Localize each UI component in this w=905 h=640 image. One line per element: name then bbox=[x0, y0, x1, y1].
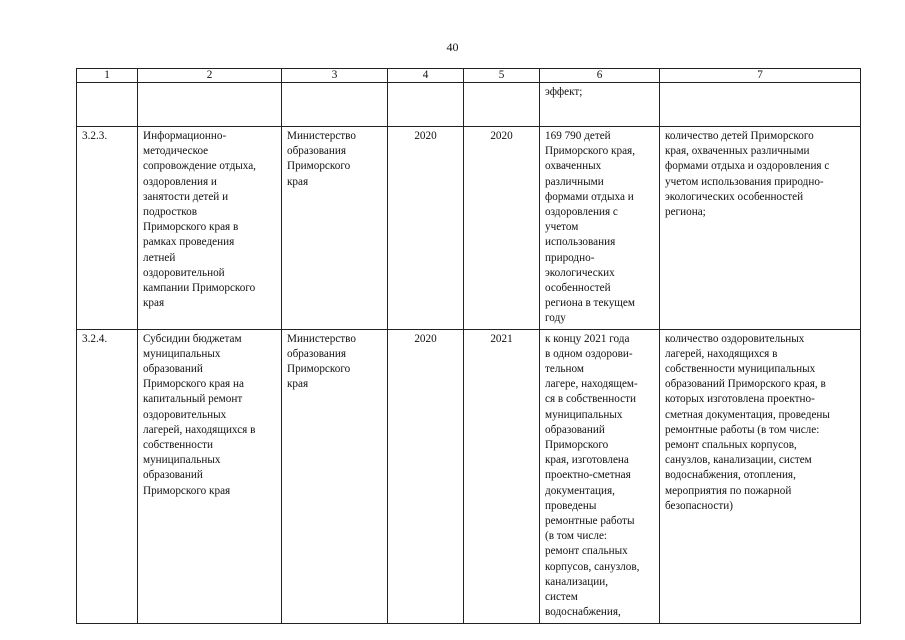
expected-result bbox=[540, 83, 660, 127]
responsible-executor bbox=[282, 127, 388, 330]
column-number-1: 1 bbox=[77, 69, 138, 83]
page-number: 40 bbox=[446, 40, 459, 54]
indicator bbox=[660, 329, 861, 623]
expected-result-text: к концу 2021 года в одном оздорови- тельном лагере, находящем- ся в собственности муниципальных образований Приморского края, изготовлена проектно-сметная документация, проведены ремонтные работы (в том числе: ремонт спальных корпусов, санузлов, канализации, систем водоснабжения, bbox=[545, 332, 640, 619]
start-year: 2020 bbox=[388, 127, 464, 330]
activity-name-text: Информационно- методическое сопровождение отдыха, оздоровления и занятости детей и подростков Приморского края в рамках проведения летней оздоровительной кампании Приморского края bbox=[143, 130, 256, 310]
responsible-executor bbox=[282, 83, 388, 127]
responsible-executor bbox=[282, 329, 388, 623]
row-number: 3.2.4. bbox=[77, 329, 138, 623]
activity-name bbox=[138, 329, 282, 623]
expected-result bbox=[540, 329, 660, 623]
column-number-4: 4 bbox=[388, 69, 464, 83]
table-row bbox=[77, 329, 861, 623]
column-number-7: 7 bbox=[660, 69, 861, 83]
end-year bbox=[464, 83, 540, 127]
column-number-6: 6 bbox=[540, 69, 660, 83]
indicator bbox=[660, 127, 861, 330]
expected-result bbox=[540, 127, 660, 330]
indicator bbox=[660, 83, 861, 127]
end-year: 2020 bbox=[464, 127, 540, 330]
activity-name bbox=[138, 83, 282, 127]
table-row bbox=[77, 83, 861, 127]
table-header-row bbox=[77, 69, 861, 83]
table-row bbox=[77, 127, 861, 330]
row-number: 3.2.3. bbox=[77, 127, 138, 330]
start-year bbox=[388, 83, 464, 127]
responsible-executor-text: Министерство образования Приморского края bbox=[287, 332, 356, 391]
expected-result-text: 169 790 детей Приморского края, охваченных различными формами отдыха и оздоровления с учетом использования природно- экологических особенностей региона в текущем году bbox=[545, 130, 635, 325]
indicator-text: количество оздоровительных лагерей, находящихся в собственности муниципальных образований Приморского края, в которых изготовлена проектно- сметная документация, проведены ремонтные работы (в том числе: ремонт спальных корпусов, санузлов, канализации, систем водоснабжения, отопления, мероприятия по пожарной безопасности) bbox=[665, 332, 830, 512]
start-year: 2020 bbox=[388, 329, 464, 623]
program-activities-table bbox=[76, 68, 861, 624]
column-number-3: 3 bbox=[282, 69, 388, 83]
activity-name bbox=[138, 127, 282, 330]
column-number-5: 5 bbox=[464, 69, 540, 83]
responsible-executor-text: Министерство образования Приморского края bbox=[287, 130, 356, 188]
indicator-text: количество детей Приморского края, охваченных различными формами отдыха и оздоровления с учетом использования природно- экологических особенностей региона; bbox=[665, 130, 830, 219]
column-number-2: 2 bbox=[138, 69, 282, 83]
end-year: 2021 bbox=[464, 329, 540, 623]
activity-name-text: Субсидии бюджетам муниципальных образований Приморского края на капитальный ремонт оздоровительных лагерей, находящихся в собственности муниципальных образований Приморского края bbox=[143, 332, 256, 497]
row-number bbox=[77, 83, 138, 127]
expected-result-text: эффект; bbox=[545, 86, 583, 98]
